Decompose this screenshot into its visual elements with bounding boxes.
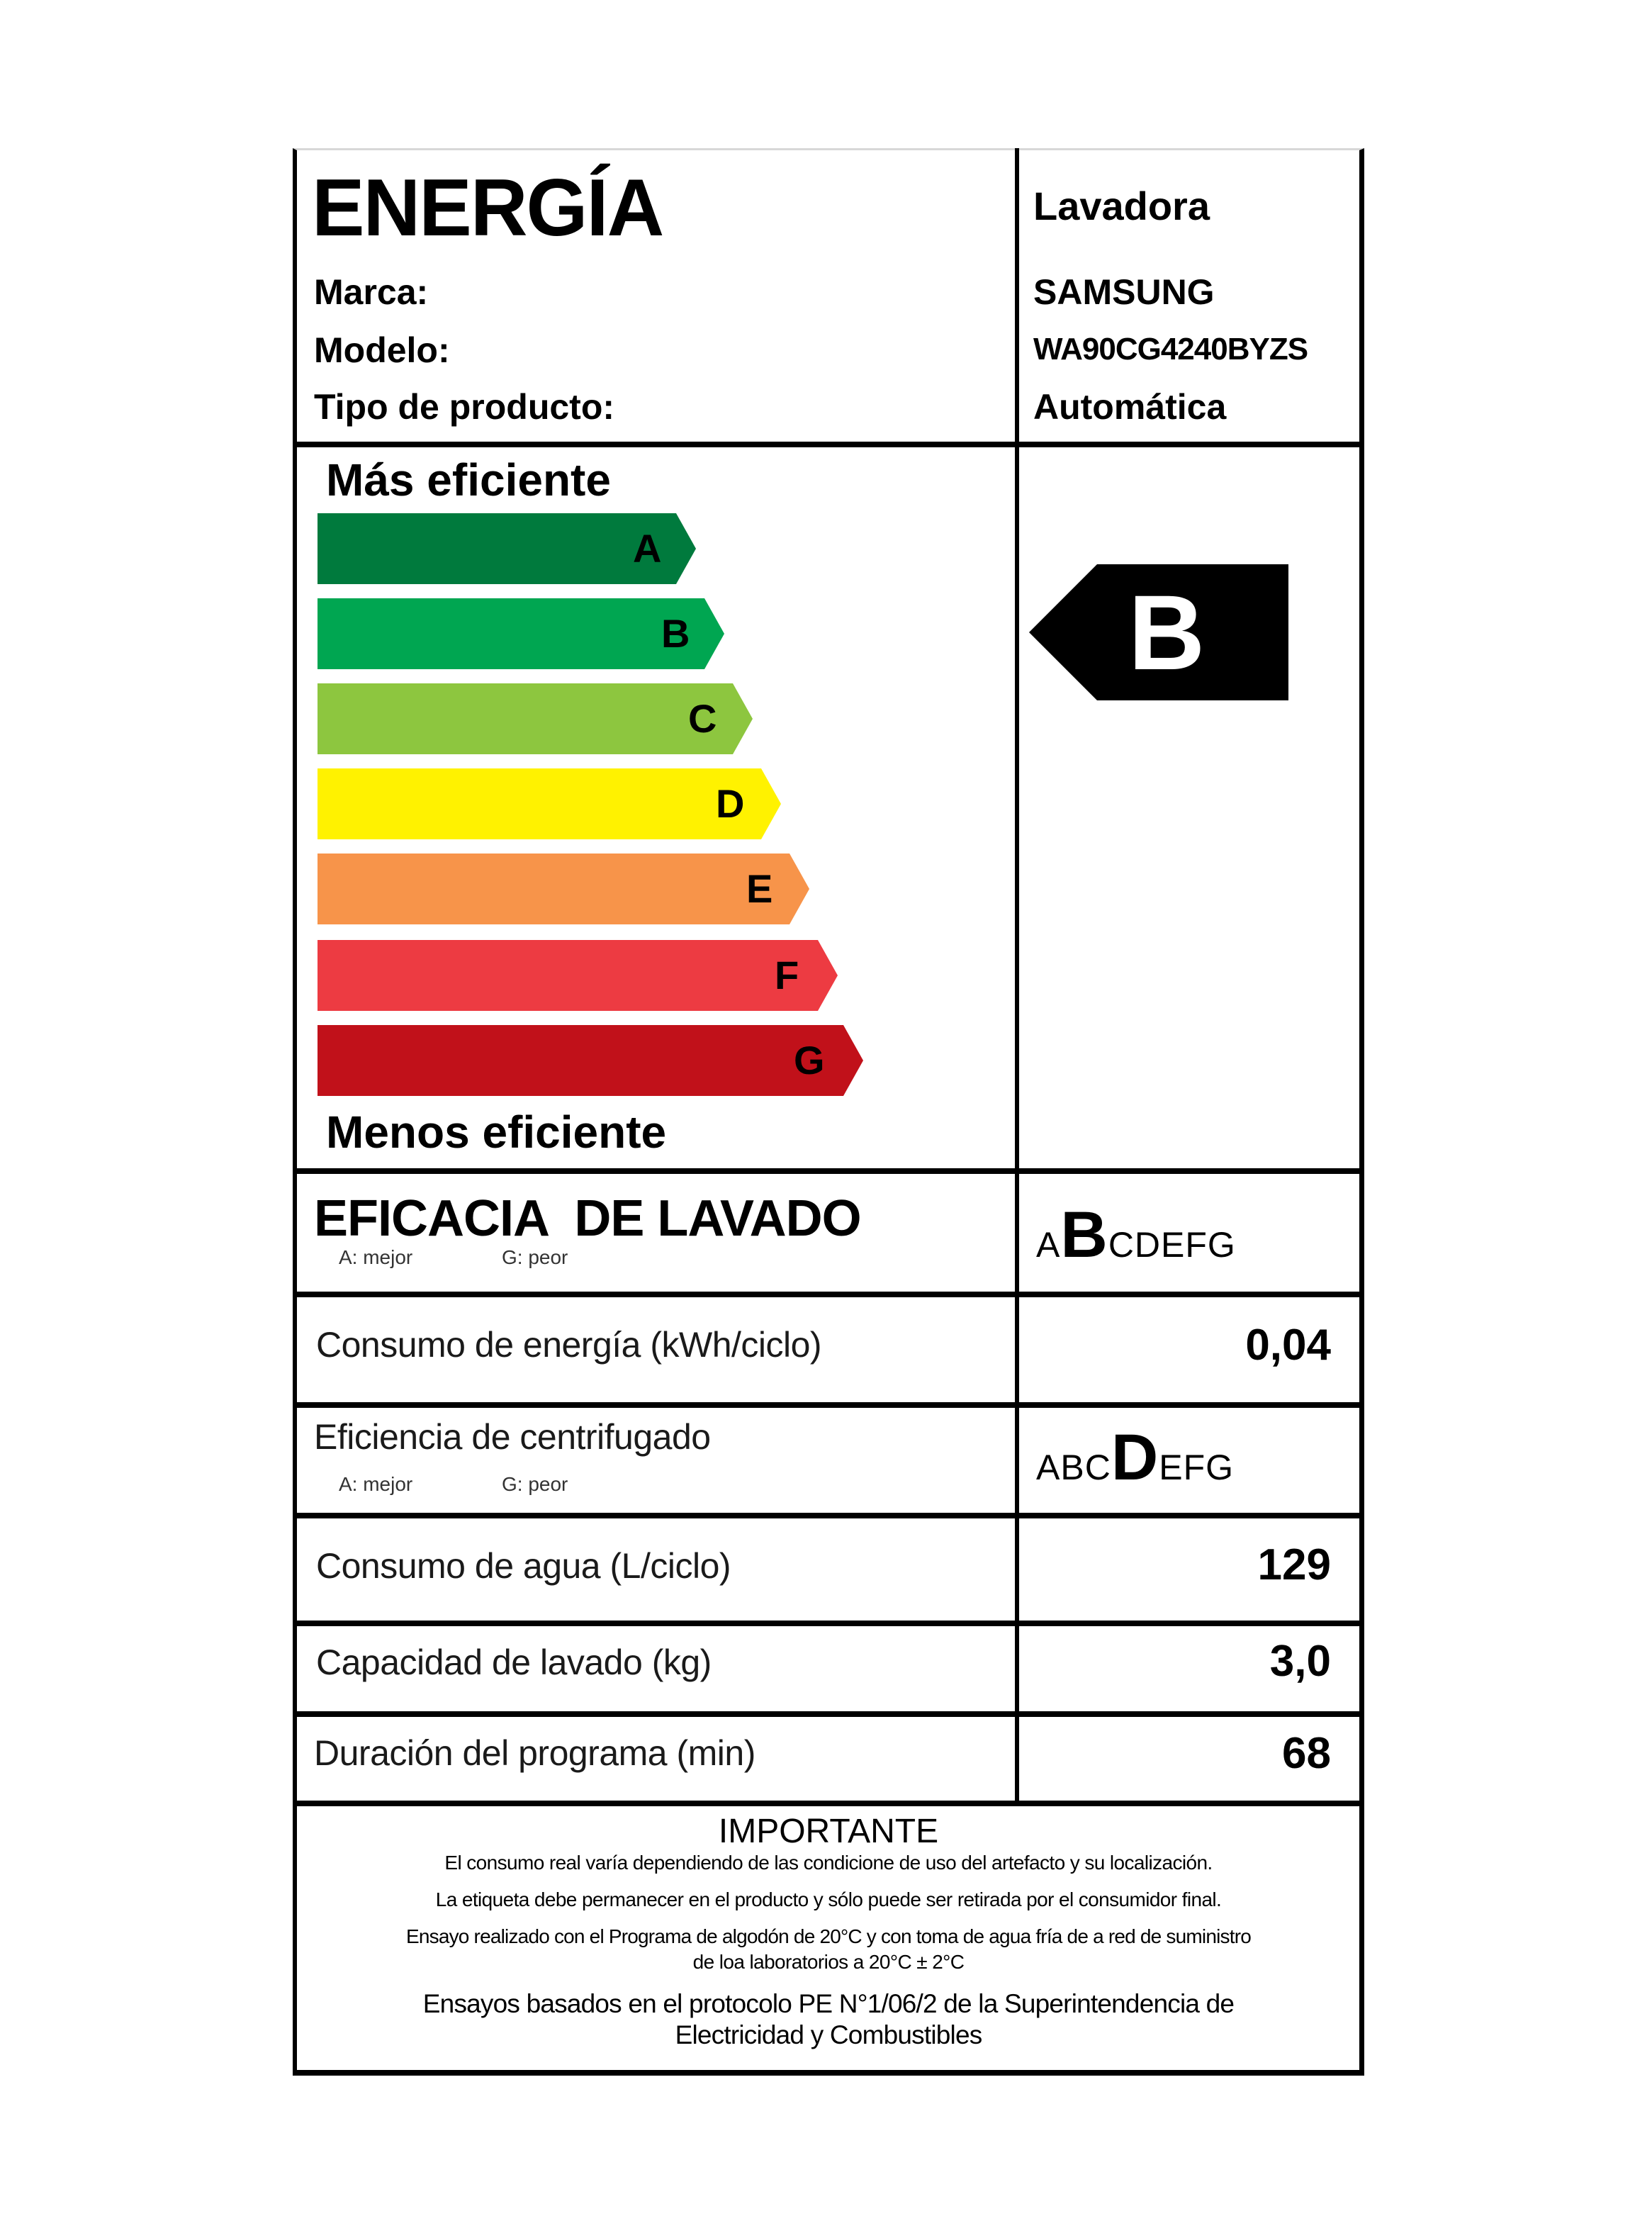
divider: [293, 1513, 1364, 1518]
spin-efficiency-rating: D: [1111, 1421, 1159, 1494]
protocol-note: Ensayos basados en el protocolo PE N°1/06/2 de la Superintendencia de: [422, 1989, 1235, 2018]
wash-capacity-label: Capacidad de lavado (kg): [316, 1642, 712, 1682]
divider: [293, 1402, 1364, 1408]
protocol-note: Electricidad y Combustibles: [675, 2020, 982, 2049]
rating-letter: B: [1128, 573, 1206, 692]
product-type-label: Tipo de producto:: [314, 387, 615, 427]
product-category: Lavadora: [1033, 184, 1210, 228]
water-consumption-label: Consumo de agua (L/ciclo): [316, 1546, 731, 1586]
important-title: IMPORTANTE: [718, 1813, 939, 1850]
model-label: Modelo:: [314, 330, 450, 370]
scale-letter: E: [746, 866, 773, 911]
least-efficient-label: Menos eficiente: [326, 1107, 667, 1158]
scale-bar-d: [318, 768, 781, 839]
scale-bar-b: [318, 598, 724, 669]
program-duration-value: 68: [1282, 1729, 1331, 1778]
column-divider: [1015, 148, 1019, 1803]
spin-best-note: A: mejor: [339, 1473, 413, 1495]
program-duration-label: Duración del programa (min): [314, 1733, 755, 1773]
model-value: WA90CG4240BYZS: [1033, 332, 1308, 366]
important-note: La etiqueta debe permanecer en el producto y sólo puede ser retirada por el consumidor final.: [435, 1888, 1222, 1910]
wash-capacity-value: 3,0: [1269, 1637, 1331, 1686]
brand-value: SAMSUNG: [1033, 272, 1215, 312]
energy-consumption-label: Consumo de energía (kWh/ciclo): [316, 1325, 822, 1365]
scale-bar-c: [318, 683, 753, 754]
scale-letter: F: [775, 953, 799, 997]
wash-worst-note: G: peor: [502, 1246, 568, 1268]
scale-letter: G: [794, 1038, 825, 1082]
wash-efficacy-scale: [1036, 1198, 1236, 1272]
scale-bar-f: [318, 940, 838, 1011]
wash-best-note: A: mejor: [339, 1246, 413, 1268]
scale-bar-a: [318, 513, 696, 584]
energy-consumption-value: 0,04: [1245, 1321, 1331, 1370]
important-note: Ensayo realizado con el Programa de algodón de 20°C y con toma de agua fría de a red de suministro: [405, 1925, 1251, 1947]
scale-letters-before: ABC: [1036, 1448, 1111, 1487]
scale-letter: C: [688, 696, 717, 741]
product-type-value: Automática: [1033, 387, 1227, 427]
important-note: El consumo real varía dependiendo de las condicione de uso del artefacto y su localización.: [444, 1852, 1213, 1874]
scale-bar-g: [318, 1025, 863, 1096]
divider: [293, 1292, 1364, 1297]
scale-bar-e: [318, 854, 809, 924]
divider: [293, 442, 1364, 447]
wash-efficacy-rating: B: [1060, 1199, 1108, 1271]
rating-arrow: [1029, 564, 1288, 700]
spin-worst-note: G: peor: [502, 1473, 568, 1495]
most-efficient-label: Más eficiente: [326, 454, 611, 505]
spin-efficiency-scale: [1036, 1421, 1234, 1495]
scale-letter: B: [661, 611, 690, 656]
spin-efficiency-label: Eficiencia de centrifugado: [314, 1417, 711, 1457]
important-note: de loa laboratorios a 20°C ± 2°C: [692, 1951, 965, 1973]
scale-letter: D: [716, 781, 745, 826]
divider: [293, 1621, 1364, 1626]
scale-letter: A: [633, 526, 662, 571]
wash-efficacy-label: EFICACIA DE LAVADO: [314, 1190, 861, 1247]
divider: [293, 1168, 1364, 1174]
scale-letters-after: EFG: [1159, 1448, 1235, 1487]
water-consumption-value: 129: [1257, 1540, 1331, 1589]
divider: [293, 1711, 1364, 1717]
brand-label: Marca:: [314, 272, 429, 312]
scale-letters-before: A: [1036, 1225, 1061, 1265]
label-title: ENERGÍA: [312, 163, 663, 253]
scale-letters-after: CDEFG: [1108, 1225, 1236, 1265]
divider: [293, 1801, 1364, 1806]
